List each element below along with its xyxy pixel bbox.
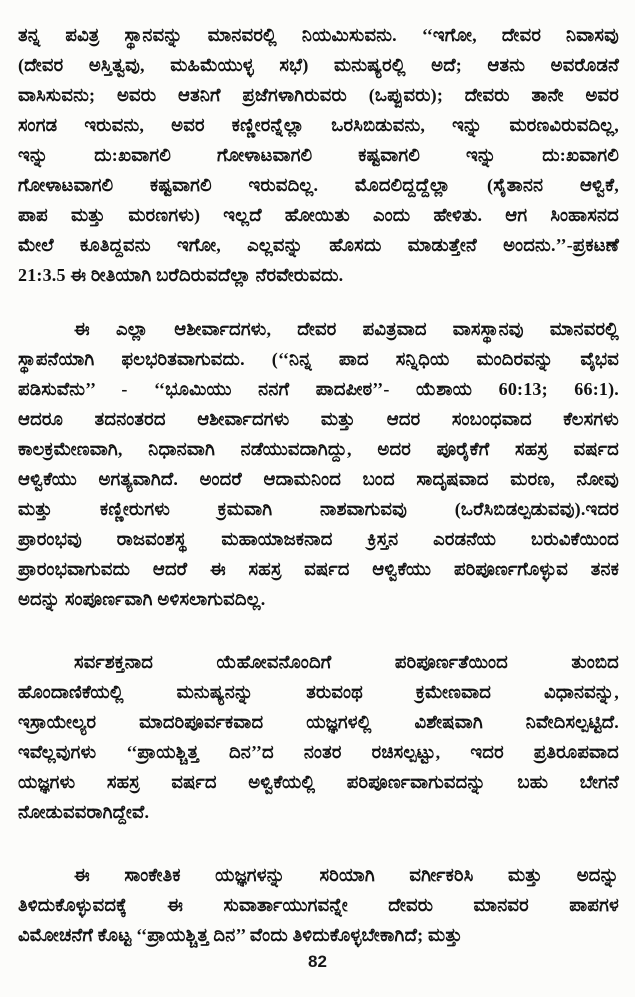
text-line: ಆಳ್ವಿಕೆಯು ಅಗತ್ಯವಾಗಿದೆ. ಅಂದರೆ ಆದಾಮನಿಂದ ಬಂದ ಸಾದೃಷವಾದ ಮರಣ, ನೋವು xyxy=(18,469,619,489)
text-line: ತಿಳಿದುಕೊಳ್ಳುವದಕ್ಕೆ ಈ ಸುವಾರ್ತಾಯುಗವನ್ನೇ ದೇವರು ಮಾನವರ ಪಾಪಗಳ xyxy=(18,895,619,915)
text-line: ಈ ಸಾಂಕೇತಿಕ ಯಜ್ಞಗಳನ್ನು ಸರಿಯಾಗಿ ವರ್ಗೀಕರಿಸಿ ಮತ್ತು ಅದನ್ನು xyxy=(74,865,619,885)
text-line: ಇವೆಲ್ಲವುಗಳು ‘‘ಪ್ರಾಯಶ್ಚಿತ್ತ ದಿನ’’ದ ನಂತರ ರಚಿಸಲ್ಪಟ್ಟು, ಇದರ ಪ್ರತಿರೂಪವಾದ xyxy=(18,742,619,762)
paragraph xyxy=(18,860,619,950)
text-line: ಕಾಲಕ್ರಮೇಣವಾಗಿ, ನಿಧಾನವಾಗಿ ನಡೆಯುವದಾಗಿದ್ದು, ಅದರ ಪೂರೈಕೆಗೆ ಸಹಸ್ರ ವರ್ಷದ xyxy=(18,439,619,459)
text-line: ಈ ಎಲ್ಲಾ ಆಶೀರ್ವಾದಗಳು, ದೇವರ ಪವಿತ್ರವಾದ ವಾಸಸ್ಥಾನವು ಮಾನವರಲ್ಲಿ xyxy=(74,319,619,339)
text-line: ಹೊಂದಾಣಿಕೆಯಲ್ಲಿ ಮನುಷ್ಯನನ್ನು ತರುವಂಥ ಕ್ರಮೇಣವಾದ ವಿಧಾನವನ್ನು, xyxy=(18,682,619,702)
text-line: ಗೋಳಾಟವಾಗಲಿ ಕಷ್ಟವಾಗಲಿ ಇರುವದಿಲ್ಲ. ಮೊದಲಿದ್ದದ್ದೆಲ್ಲಾ (ಸೈತಾನನ ಆಳ್ವಿಕೆ, xyxy=(18,175,619,195)
text-line: ವಿಮೋಚನೆಗೆ ಕೊಟ್ಟ ‘‘ಪ್ರಾಯಶ್ಚಿತ್ತ ದಿನ’’ ವೆಂದು ತಿಳಿದುಕೊಳ್ಳಬೇಕಾಗಿದೆ; ಮತ್ತು xyxy=(18,925,463,945)
page-number: 82 xyxy=(308,952,327,971)
text-line: ಸಂಗಡ ಇರುವನು, ಅವರ ಕಣ್ಣೀರನ್ನೆಲ್ಲಾ ಒರಸಿಬಿಡುವನು, ಇನ್ನು ಮರಣವಿರುವದಿಲ್ಲ, xyxy=(18,115,619,135)
text-line: ತನ್ನ ಪವಿತ್ರ ಸ್ಥಾನವನ್ನು ಮಾನವರಲ್ಲಿ ನಿಯಮಿಸುವನು. ‘‘ಇಗೋ, ದೇವರ ನಿವಾಸವು xyxy=(18,25,619,45)
text-line: ಇನ್ನು ದು:ಖವಾಗಲಿ ಗೋಳಾಟವಾಗಲಿ ಕಷ್ಟವಾಗಲಿ ಇನ್ನು ದು:ಖವಾಗಲಿ xyxy=(18,145,619,165)
text-line: ಇಸ್ರಾಯೇಲ್ಯರ ಮಾದರಿಪೂರ್ವಕವಾದ ಯಜ್ಞಗಳಲ್ಲಿ ವಿಶೇಷವಾಗಿ ನಿವೇದಿಸಲ್ಪಟ್ಟಿದೆ. xyxy=(18,712,619,732)
paragraph xyxy=(18,647,619,827)
text-line: ಆದರೂ ತದನಂತರದ ಆಶೀರ್ವಾದಗಳು ಮತ್ತು ಆದರ ಸಂಬಂಧವಾದ ಕೆಲಸಗಳು xyxy=(18,409,619,429)
text-line: 21:3.5 ಈ ರೀತಿಯಾಗಿ ಬರೆದಿರುವದೆಲ್ಲಾ ನೆರವೇರುವದು. xyxy=(18,265,344,285)
text-line: (ದೇವರ ಅಸ್ತಿತ್ವವು, ಮಹಿಮೆಯುಳ್ಳ ಸಭೆ) ಮನುಷ್ಯರಲ್ಲಿ ಅದೆ; ಆತನು ಅವರೊಡನೆ xyxy=(18,55,619,75)
text-line: ನೋಡುವವರಾಗಿದ್ದೇವೆ. xyxy=(18,802,150,822)
text-line: ಸ್ಥಾಪನೆಯಾಗಿ ಫಲಭರಿತವಾಗುವದು. (‘‘ನಿನ್ನ ಪಾದ ಸನ್ನಿಧಿಯ ಮಂದಿರವನ್ನು ವೈಭವ xyxy=(18,349,619,369)
text-line: ಪ್ರಾರಂಭವು ರಾಜವಂಶಸ್ಥ ಮಹಾಯಾಜಕನಾದ ಕ್ರಿಸ್ತನ ಎರಡನೆಯ ಬರುವಿಕೆಯಿಂದ xyxy=(18,529,619,549)
text-line: ವಾಸಿಸುವನು; ಅವರು ಆತನಿಗೆ ಪ್ರಜೆಗಳಾಗಿರುವರು (ಒಪ್ಪುವರು); ದೇವರು ತಾನೇ ಅವರ xyxy=(18,85,619,105)
text-line: ಯಜ್ಞಗಳು ಸಹಸ್ರ ವರ್ಷದ ಅಳ್ವಿಕೆಯಲ್ಲಿ ಪರಿಪೂರ್ಣವಾಗುವದನ್ನು ಬಹು ಬೇಗನೆ xyxy=(18,772,619,792)
text-line: ಪಡಿಸುವೆನು’’ - ‘‘ಭೂಮಿಯು ನನಗೆ ಪಾದಪೀಠ’’- ಯೆಶಾಯ 60:13; 66:1). xyxy=(18,379,619,399)
text-body xyxy=(18,20,619,950)
text-line: ಪಾಪ ಮತ್ತು ಮರಣಗಳು) ಇಲ್ಲದೆ ಹೋಯಿತು ಎಂದು ಹೇಳಿತು. ಆಗ ಸಿಂಹಾಸನದ xyxy=(18,205,619,225)
paragraph xyxy=(18,20,619,290)
text-line: ಮತ್ತು ಕಣ್ಣೀರುಗಳು ಕ್ರಮವಾಗಿ ನಾಶವಾಗುವವು (ಒರೆಸಿಬಿಡಲ್ಪಡುವವು).ಇದರ xyxy=(18,499,619,519)
text-line: ಅದನ್ನು ಸಂಪೂರ್ಣವಾಗಿ ಅಳಿಸಲಾಗುವದಿಲ್ಲ. xyxy=(18,589,266,609)
paragraph xyxy=(18,314,619,614)
text-line: ಪ್ರಾರಂಭವಾಗುವದು ಆದರೆ ಈ ಸಹಸ್ರ ವರ್ಷದ ಆಳ್ವಿಕೆಯು ಪರಿಪೂರ್ಣಗೊಳ್ಳುವ ತನಕ xyxy=(18,559,619,579)
text-line: ಮೇಲೆ ಕೂತಿದ್ದವನು ಇಗೋ, ಎಲ್ಲವನ್ನು ಹೊಸದು ಮಾಡುತ್ತೇನೆ ಅಂದನು.’’-ಪ್ರಕಟಣೆ xyxy=(18,235,619,255)
text-line: ಸರ್ವಶಕ್ತನಾದ ಯೆಹೋವನೊಂದಿಗೆ ಪರಿಪೂರ್ಣತೆಯಿಂದ ತುಂಬಿದ xyxy=(74,652,619,672)
